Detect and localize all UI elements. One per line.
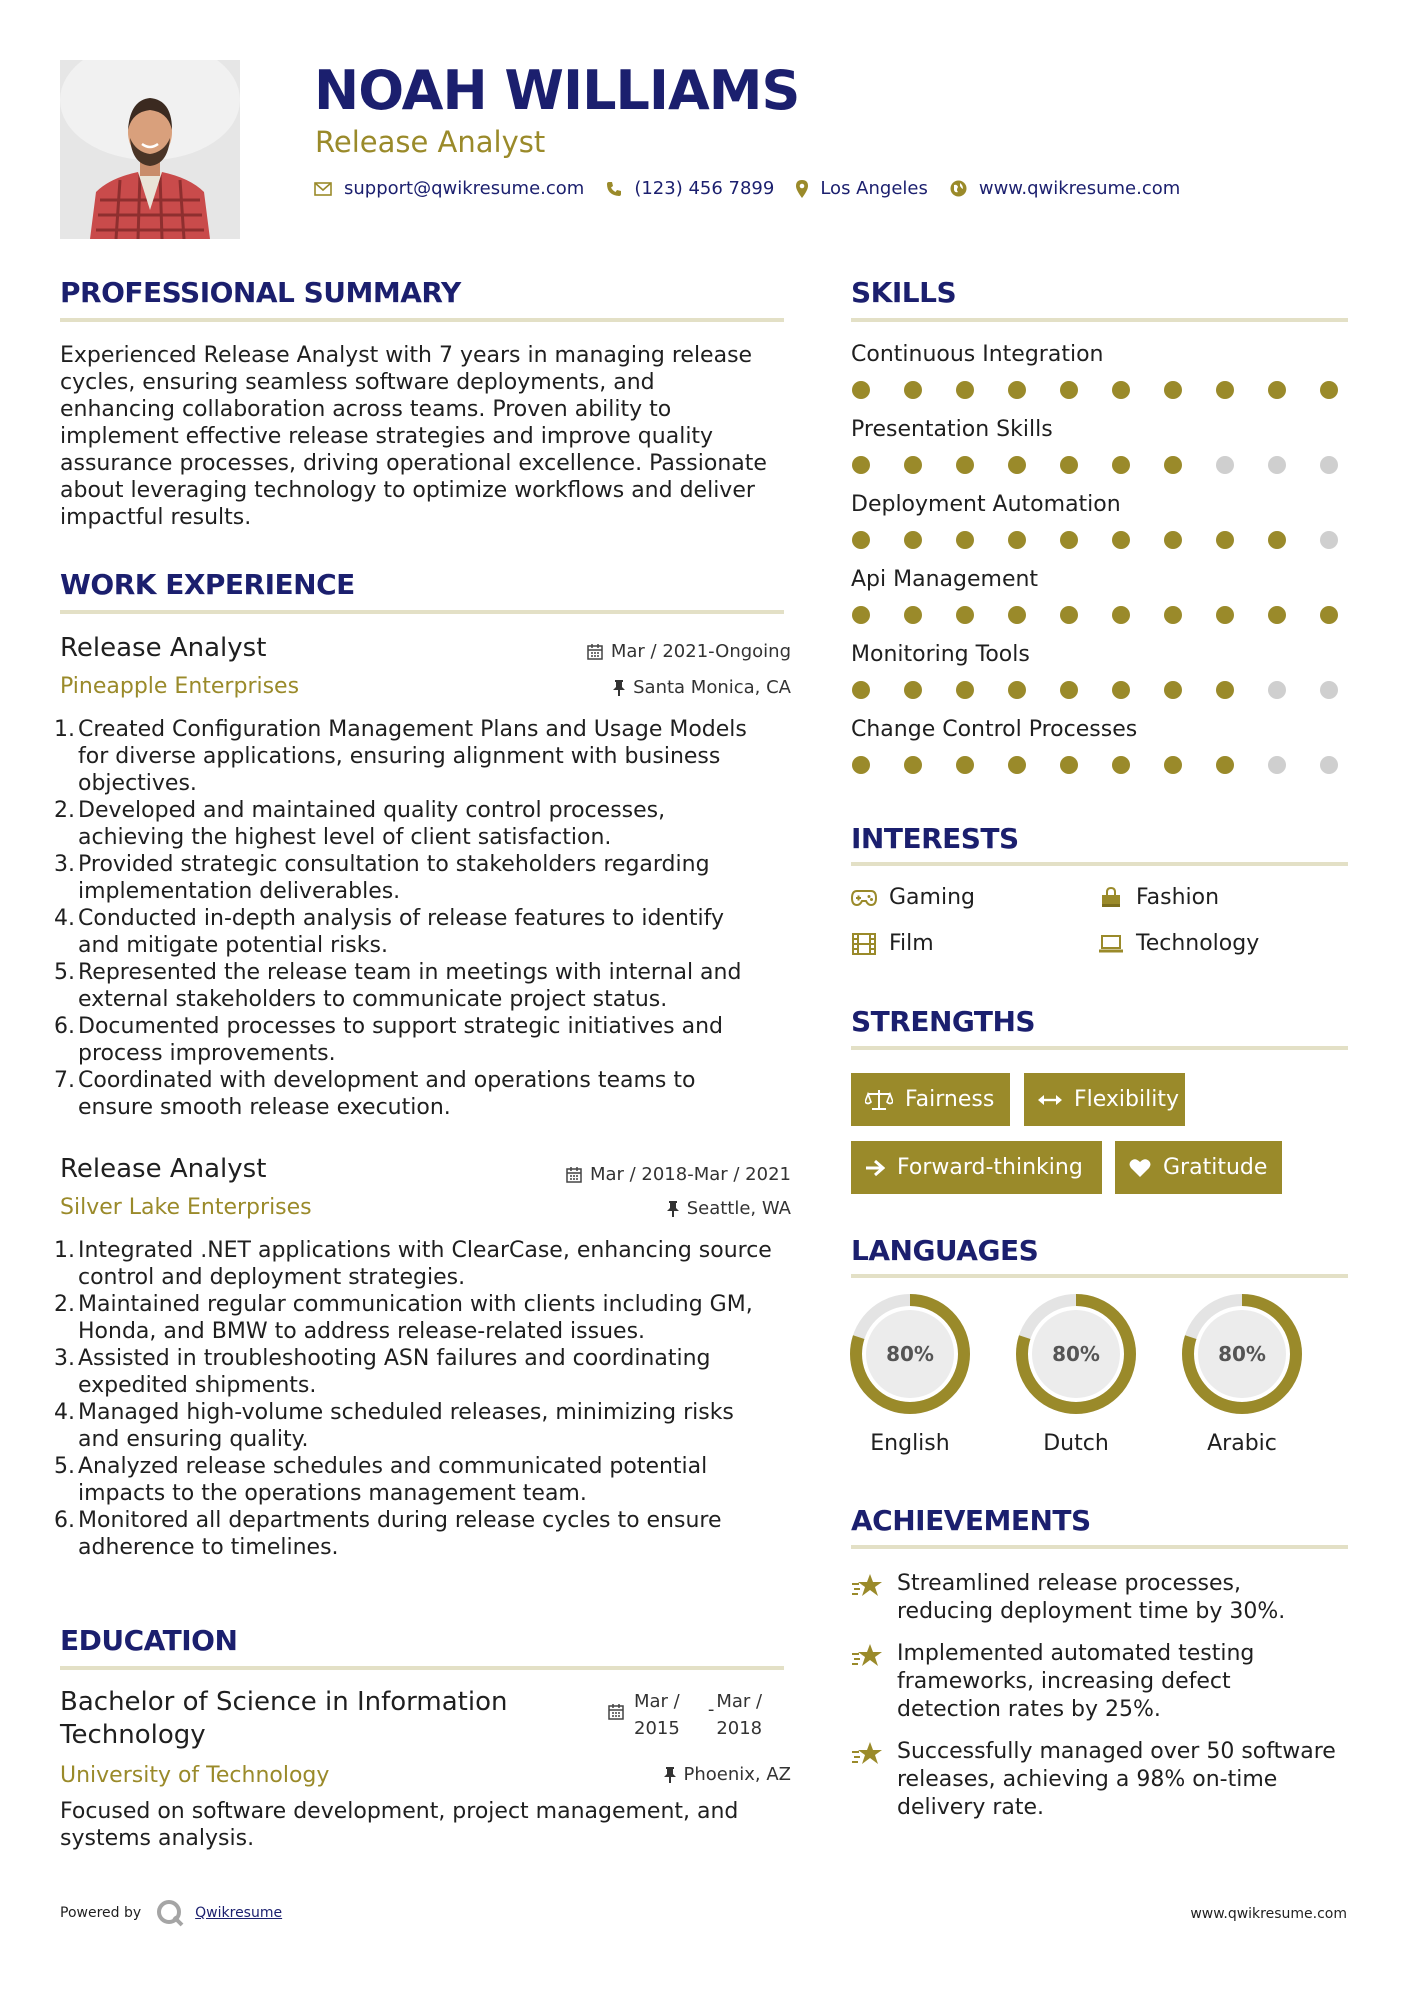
duty-line: Maintained regular communication with clients including GM,: [78, 1292, 753, 1317]
strength-label: Fairness: [905, 1087, 995, 1112]
duty-number: 3.: [54, 1346, 75, 1371]
rating-dot-filled: [1112, 606, 1130, 624]
gamepad-icon: [851, 890, 877, 906]
interest-technology: [1098, 930, 1259, 958]
contact-website-text: www.qwikresume.com: [978, 178, 1181, 199]
rating-dot-filled: [1112, 681, 1130, 699]
language-name: English: [870, 1431, 950, 1456]
duty-line: ensure smooth release execution.: [78, 1095, 451, 1120]
rating-dot-filled: [1008, 456, 1026, 474]
interest-label: Film: [889, 931, 934, 956]
summary-line: about leveraging technology to optimize workflows and deliver: [60, 478, 755, 503]
skills-rule: [851, 318, 1348, 322]
job-location-text: Seattle, WA: [686, 1198, 791, 1219]
duty-number: 2.: [54, 798, 75, 823]
achievement-item: [851, 1738, 1336, 1822]
pushpin-icon: [613, 680, 625, 696]
calendar-icon: [566, 1167, 582, 1183]
rating-dot-filled: [1164, 381, 1182, 399]
duty-item: [54, 1507, 790, 1561]
strengths-heading: STRENGTHS: [851, 1005, 1036, 1038]
achievement-item: [851, 1640, 1254, 1724]
skill-name: Change Control Processes: [851, 717, 1138, 742]
duty-line: Managed high-volume scheduled releases, minimizing risks: [78, 1400, 734, 1425]
education-description-line: systems analysis.: [60, 1826, 255, 1851]
education-end-month: Mar /: [716, 1691, 763, 1712]
duty-number: 1.: [54, 1238, 75, 1263]
job-duties: [54, 716, 790, 1121]
education-start-month: Mar /: [634, 1691, 680, 1712]
rating-dot-filled: [1320, 606, 1338, 624]
rating-dot-filled: [1060, 606, 1078, 624]
duty-line: Created Configuration Management Plans and Usage Models: [78, 717, 747, 742]
education-location-text: Phoenix, AZ: [683, 1764, 791, 1785]
rating-dot-filled: [1268, 381, 1286, 399]
rating-dot-filled: [1112, 756, 1130, 774]
strength-label: Forward-thinking: [897, 1155, 1083, 1180]
summary-text: [60, 342, 790, 531]
star-badge-icon: [851, 1642, 887, 1724]
rating-dot-empty: [1320, 756, 1338, 774]
summary-line: Experienced Release Analyst with 7 years in managing release: [60, 343, 753, 368]
skill-rating: [852, 681, 1338, 699]
skill-rating: [852, 456, 1338, 474]
rating-dot-filled: [1320, 381, 1338, 399]
rating-dot-filled: [1164, 456, 1182, 474]
duty-line: and ensuring quality.: [78, 1427, 309, 1452]
strengths-rule: [851, 1046, 1348, 1050]
duty-number: 7.: [54, 1068, 75, 1093]
rating-dot-empty: [1216, 456, 1234, 474]
skill-name: Presentation Skills: [851, 417, 1053, 442]
duty-number: 2.: [54, 1292, 75, 1317]
rating-dot-filled: [1060, 756, 1078, 774]
achievement-line: releases, achieving a 98% on-time: [897, 1767, 1278, 1792]
candidate-role: Release Analyst: [315, 125, 546, 159]
rating-dot-filled: [852, 381, 870, 399]
summary-line: assurance processes, driving operational excellence. Passionate: [60, 451, 767, 476]
duty-number: 3.: [54, 852, 75, 877]
rating-dot-filled: [1060, 531, 1078, 549]
rating-dot-empty: [1320, 681, 1338, 699]
arrows-horizontal-icon: [1038, 1094, 1062, 1106]
rating-dot-filled: [904, 681, 922, 699]
language-gauge: [848, 1292, 972, 1416]
duty-line: Developed and maintained quality control processes,: [78, 798, 666, 823]
interests-rule: [851, 862, 1348, 866]
duty-number: 4.: [54, 906, 75, 931]
pushpin-icon: [664, 1767, 676, 1783]
duty-item: [54, 716, 790, 797]
duty-line: adherence to timelines.: [78, 1535, 339, 1560]
phone-icon: [606, 181, 622, 197]
rating-dot-filled: [1216, 381, 1234, 399]
rating-dot-filled: [956, 531, 974, 549]
rating-dot-filled: [852, 756, 870, 774]
interest-gaming: [851, 884, 975, 912]
duty-item: [54, 1067, 790, 1121]
work-rule: [60, 610, 784, 614]
interest-label: Technology: [1136, 931, 1260, 956]
rating-dot-filled: [852, 531, 870, 549]
rating-dot-filled: [1216, 531, 1234, 549]
skill-rating: [852, 606, 1338, 624]
rating-dot-filled: [852, 606, 870, 624]
star-badge-icon: [851, 1740, 887, 1822]
duty-number: 5.: [54, 960, 75, 985]
contact-email[interactable]: [314, 178, 584, 199]
language-donut: [1014, 1292, 1138, 1416]
duty-line: Documented processes to support strategic initiatives and: [78, 1014, 724, 1039]
skill-rating: [852, 531, 1338, 549]
summary-line: impactful results.: [60, 505, 252, 530]
rating-dot-empty: [1320, 531, 1338, 549]
strength-label: Gratitude: [1163, 1155, 1268, 1180]
interest-film: [851, 930, 934, 958]
duty-item: [54, 797, 790, 851]
achievements-heading: ACHIEVEMENTS: [851, 1504, 1091, 1537]
arrow-right-icon: [865, 1159, 885, 1177]
duty-line: Assisted in troubleshooting ASN failures and coordinating: [78, 1346, 711, 1371]
duty-line: objectives.: [78, 771, 197, 796]
duty-number: 4.: [54, 1400, 75, 1425]
achievement-line: Successfully managed over 50 software: [897, 1739, 1336, 1764]
profile-photo: [60, 60, 240, 239]
duty-line: Conducted in-depth analysis of release features to identify: [78, 906, 725, 931]
summary-heading: PROFESSIONAL SUMMARY: [60, 276, 461, 309]
duty-line: and mitigate potential risks.: [78, 933, 388, 958]
footer-website[interactable]: www.qwikresume.com: [1190, 1906, 1347, 1922]
job-dates-text: Mar / 2018-Mar / 2021: [589, 1164, 791, 1185]
duty-item: [54, 851, 790, 905]
achievement-line: reducing deployment time by 30%.: [897, 1599, 1286, 1624]
envelope-icon: [314, 182, 332, 196]
contact-bar: [314, 178, 1202, 199]
rating-dot-filled: [1008, 606, 1026, 624]
skill-name: Deployment Automation: [851, 492, 1121, 517]
duty-line: Represented the release team in meetings with internal and: [78, 960, 742, 985]
strength-tag-gratitude: [1115, 1141, 1282, 1194]
language-name: Dutch: [1043, 1431, 1109, 1456]
qwikresume-logo-icon: [155, 1898, 185, 1928]
duty-number: 6.: [54, 1014, 75, 1039]
star-badge-icon: [851, 1572, 887, 1626]
strength-label: Flexibility: [1074, 1087, 1179, 1112]
rating-dot-filled: [1008, 681, 1026, 699]
education-description-line: Focused on software development, project management, and: [60, 1799, 739, 1824]
globe-icon: [950, 180, 967, 197]
rating-dot-filled: [956, 456, 974, 474]
rating-dot-filled: [1112, 381, 1130, 399]
rating-dot-filled: [1008, 381, 1026, 399]
duty-number: 1.: [54, 717, 75, 742]
language-percent: 80%: [886, 1342, 934, 1366]
achievement-line: detection rates by 25%.: [897, 1697, 1161, 1722]
summary-line: enhancing collaboration across teams. Proven ability to: [60, 397, 672, 422]
education-dash: -: [707, 1699, 715, 1720]
strength-tag-forward-thinking: [851, 1141, 1102, 1194]
summary-rule: [60, 318, 784, 322]
duty-line: for diverse applications, ensuring alignment with business: [78, 744, 721, 769]
powered-by-label: Powered by: [60, 1905, 142, 1921]
rating-dot-filled: [904, 756, 922, 774]
duty-line: Coordinated with development and operations teams to: [78, 1068, 696, 1093]
duty-number: 5.: [54, 1454, 75, 1479]
rating-dot-empty: [1268, 756, 1286, 774]
degree-title: [60, 1686, 507, 1752]
film-icon: [851, 933, 877, 955]
rating-dot-filled: [1164, 681, 1182, 699]
languages-rule: [851, 1274, 1348, 1278]
map-marker-icon: [796, 180, 808, 198]
education-end-year: 2018: [716, 1718, 763, 1739]
job-title: Release Analyst: [60, 633, 267, 663]
duty-line: Honda, and BMW to address release-related issues.: [78, 1319, 646, 1344]
duty-item: [54, 1291, 790, 1345]
achievement-line: Streamlined release processes,: [897, 1571, 1242, 1596]
job-dates-text: Mar / 2021-Ongoing: [610, 641, 791, 662]
rating-dot-filled: [1268, 606, 1286, 624]
languages-heading: LANGUAGES: [851, 1234, 1039, 1267]
rating-dot-filled: [956, 606, 974, 624]
pushpin-icon: [667, 1201, 679, 1217]
contact-location: [796, 178, 928, 199]
summary-line: implement effective release strategies and improve quality: [60, 424, 714, 449]
contact-location-text: Los Angeles: [820, 178, 928, 199]
degree-line: Bachelor of Science in Information: [60, 1687, 508, 1717]
language-percent: 80%: [1052, 1342, 1100, 1366]
achievement-line: Implemented automated testing: [897, 1641, 1255, 1666]
rating-dot-empty: [1268, 681, 1286, 699]
rating-dot-filled: [1216, 606, 1234, 624]
job-dates: [587, 640, 791, 664]
interest-label: Gaming: [889, 885, 975, 910]
language-gauge: [1180, 1292, 1304, 1416]
duty-line: Provided strategic consultation to stakeholders regarding: [78, 852, 710, 877]
job-company: Pineapple Enterprises: [60, 674, 300, 699]
duty-line: expedited shipments.: [78, 1373, 317, 1398]
rating-dot-filled: [852, 681, 870, 699]
job-duties: [54, 1237, 790, 1561]
rating-dot-filled: [1060, 381, 1078, 399]
skill-name: Api Management: [851, 567, 1039, 592]
education-start: [634, 1688, 680, 1742]
education-rule: [60, 1666, 784, 1670]
interest-label: Fashion: [1136, 885, 1220, 910]
rating-dot-filled: [1216, 681, 1234, 699]
strength-tag-flexibility: [1024, 1073, 1185, 1126]
duty-line: control and deployment strategies.: [78, 1265, 466, 1290]
rating-dot-filled: [1008, 531, 1026, 549]
strength-tag-fairness: [851, 1073, 1010, 1126]
rating-dot-filled: [1268, 531, 1286, 549]
rating-dot-filled: [904, 531, 922, 549]
duty-line: process improvements.: [78, 1041, 336, 1066]
skill-rating: [852, 756, 1338, 774]
education-start-year: 2015: [634, 1718, 680, 1739]
rating-dot-filled: [956, 681, 974, 699]
calendar-icon: [587, 644, 603, 660]
duty-line: Analyzed release schedules and communicated potential: [78, 1454, 708, 1479]
education-description: [60, 1798, 790, 1852]
school-name: University of Technology: [60, 1763, 330, 1788]
rating-dot-filled: [1112, 456, 1130, 474]
education-heading: EDUCATION: [60, 1624, 238, 1657]
heart-icon: [1129, 1158, 1151, 1178]
skill-rating: [852, 381, 1338, 399]
duty-line: implementation deliverables.: [78, 879, 401, 904]
rating-dot-filled: [1216, 756, 1234, 774]
education-end: [716, 1688, 762, 1742]
skill-name: Monitoring Tools: [851, 642, 1030, 667]
skills-heading: SKILLS: [851, 276, 957, 309]
achievement-line: frameworks, increasing defect: [897, 1669, 1231, 1694]
candidate-name: NOAH WILLIAMS: [314, 59, 800, 122]
achievements-rule: [851, 1545, 1348, 1549]
rating-dot-filled: [956, 381, 974, 399]
language-donut: [1180, 1292, 1304, 1416]
contact-website[interactable]: [950, 178, 1180, 199]
rating-dot-filled: [852, 456, 870, 474]
rating-dot-filled: [904, 381, 922, 399]
language-donut: [848, 1292, 972, 1416]
job-location: [667, 1197, 791, 1221]
skill-name: Continuous Integration: [851, 342, 1104, 367]
job-location-text: Santa Monica, CA: [633, 677, 791, 698]
summary-line: cycles, ensuring seamless software deployments, and: [60, 370, 655, 395]
duty-item: [54, 1237, 790, 1291]
job-location: [613, 676, 791, 700]
rating-dot-filled: [1164, 531, 1182, 549]
education-dates: [608, 1688, 762, 1742]
rating-dot-filled: [1060, 456, 1078, 474]
duty-line: external stakeholders to communicate project status.: [78, 987, 668, 1012]
interest-fashion: [1098, 884, 1219, 912]
duty-item: [54, 905, 790, 959]
duty-line: Integrated .NET applications with ClearCase, enhancing source: [78, 1238, 772, 1263]
contact-phone-text: (123) 456 7899: [634, 178, 775, 199]
rating-dot-filled: [1164, 756, 1182, 774]
job-dates: [566, 1163, 791, 1187]
job-company: Silver Lake Enterprises: [60, 1195, 312, 1220]
laptop-icon: [1098, 935, 1124, 953]
duty-item: [54, 1345, 790, 1399]
rating-dot-empty: [1268, 456, 1286, 474]
rating-dot-empty: [1320, 456, 1338, 474]
achievement-item: [851, 1570, 1285, 1626]
language-name: Arabic: [1207, 1431, 1277, 1456]
achievement-line: delivery rate.: [897, 1795, 1045, 1820]
duty-item: [54, 1399, 790, 1453]
work-heading: WORK EXPERIENCE: [60, 568, 355, 601]
footer-powered-by: [60, 1898, 282, 1928]
rating-dot-filled: [904, 456, 922, 474]
rating-dot-filled: [1008, 756, 1026, 774]
rating-dot-filled: [956, 756, 974, 774]
duty-line: Monitored all departments during release cycles to ensure: [78, 1508, 722, 1533]
qwikresume-link[interactable]: Qwikresume: [195, 1905, 283, 1921]
rating-dot-filled: [1164, 606, 1182, 624]
rating-dot-filled: [1112, 531, 1130, 549]
duty-item: [54, 959, 790, 1013]
language-gauge: [1014, 1292, 1138, 1416]
interests-heading: INTERESTS: [851, 822, 1019, 855]
rating-dot-filled: [1060, 681, 1078, 699]
duty-number: 6.: [54, 1508, 75, 1533]
education-location: [664, 1763, 792, 1787]
rating-dot-filled: [904, 606, 922, 624]
degree-line: Technology: [60, 1720, 206, 1750]
duty-item: [54, 1453, 790, 1507]
language-percent: 80%: [1218, 1342, 1266, 1366]
contact-email-text: support@qwikresume.com: [344, 178, 585, 199]
duty-line: impacts to the operations management team.: [78, 1481, 587, 1506]
duty-line: achieving the highest level of client satisfaction.: [78, 825, 612, 850]
job-title: Release Analyst: [60, 1154, 267, 1184]
contact-phone[interactable]: [606, 178, 774, 199]
shopping-bag-icon: [1098, 887, 1124, 909]
duty-item: [54, 1013, 790, 1067]
balance-scale-icon: [865, 1089, 893, 1111]
calendar-icon: [608, 1704, 624, 1720]
